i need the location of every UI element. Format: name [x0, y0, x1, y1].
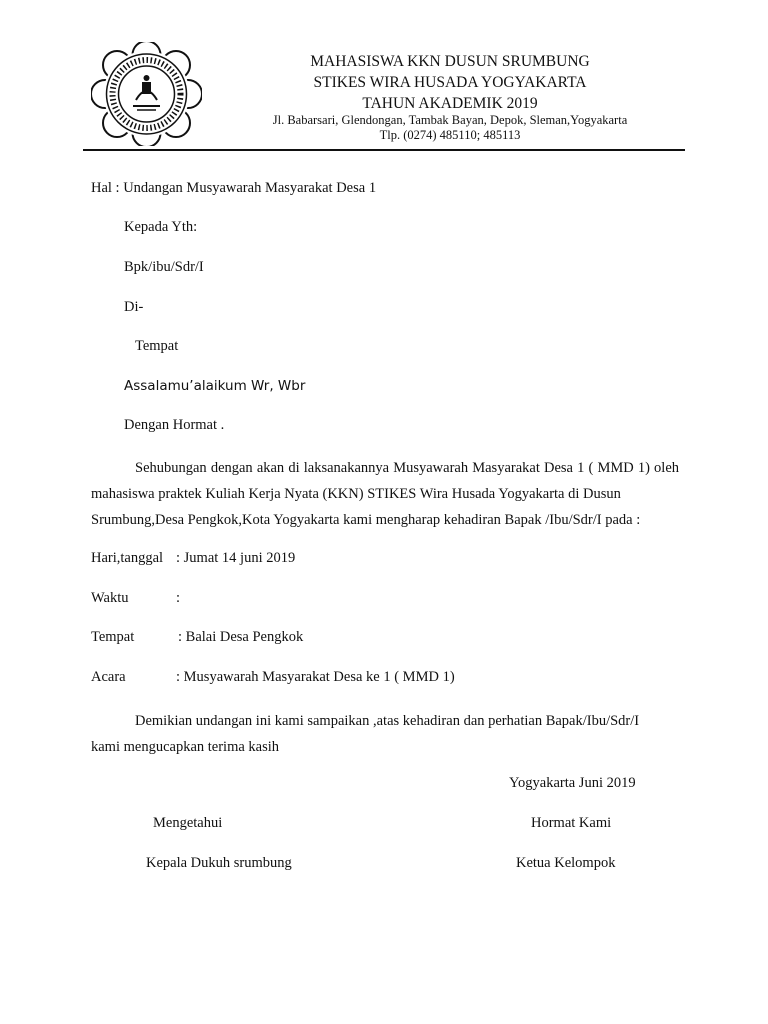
stikes-logo — [91, 42, 202, 146]
letterhead-line-3: TAHUN AKADEMIK 2019 — [362, 95, 538, 112]
detail-label-time: Waktu — [91, 590, 129, 606]
subject-line: Hal : Undangan Musyawarah Masyarakat Desa 1 — [91, 180, 377, 196]
header-divider — [83, 149, 685, 151]
closing-paragraph-end: kami mengucapkan terima kasih — [91, 739, 280, 755]
signature-right-role: Ketua Kelompok — [516, 855, 616, 871]
closing-paragraph-main: Demikian undangan ini kami sampaikan ,atas kehadiran dan perhatian Bapak/Ibu/Sdr/I — [135, 713, 640, 729]
detail-label-date: Hari,tanggal — [91, 550, 164, 566]
letterhead-phone: Tlp. (0274) 485110; 485113 — [379, 128, 521, 142]
letterhead-line-1: MAHASISWA KKN DUSUN SRUMBUNG — [310, 53, 590, 70]
detail-value-place: : Balai Desa Pengkok — [178, 629, 304, 645]
stikes-seal-icon — [91, 42, 202, 146]
respect-line: Dengan Hormat . — [124, 417, 225, 433]
letterhead-address: Jl. Babarsari, Glendongan, Tambak Bayan, Depok, Sleman,Yogyakarta — [272, 113, 628, 127]
detail-value-event: : Musyawarah Masyarakat Desa ke 1 ( MMD 1) — [176, 669, 455, 685]
signature-left-role: Kepala Dukuh srumbung — [146, 855, 292, 871]
detail-value-date: : Jumat 14 juni 2019 — [176, 550, 296, 566]
detail-value-time: : — [176, 590, 181, 606]
body-paragraph-main: Sehubungan dengan akan di laksanakannya Musyawarah Masyarakat Desa 1 ( MMD 1) oleh mahasiswa praktek Kuliah Kerja Nyata (KKN) STIKES Wira Husada Yogyakarta di Dusun — [91, 460, 679, 502]
addressee-line: Kepada Yth: — [124, 219, 198, 235]
signature-left-title: Mengetahui — [153, 815, 223, 831]
detail-label-place: Tempat — [91, 629, 135, 645]
body-paragraph — [91, 455, 679, 533]
letterhead-line-2: STIKES WIRA HUSADA YOGYAKARTA — [313, 74, 587, 91]
greeting-line: Assalamu’alaikum Wr, Wbr — [124, 378, 306, 394]
signature-right-title: Hormat Kami — [531, 815, 612, 831]
body-paragraph-end: Srumbung,Desa Pengkok,Kota Yogyakarta kami mengharap kehadiran Bapak /Ibu/Sdr/I pada : — [91, 512, 641, 528]
place-line: Tempat — [135, 338, 179, 354]
detail-label-event: Acara — [91, 669, 126, 685]
letter-date: Yogyakarta Juni 2019 — [509, 775, 636, 791]
at-line: Di- — [124, 299, 144, 315]
closing-paragraph — [91, 708, 679, 760]
recipient-line: Bpk/ibu/Sdr/I — [124, 259, 204, 275]
